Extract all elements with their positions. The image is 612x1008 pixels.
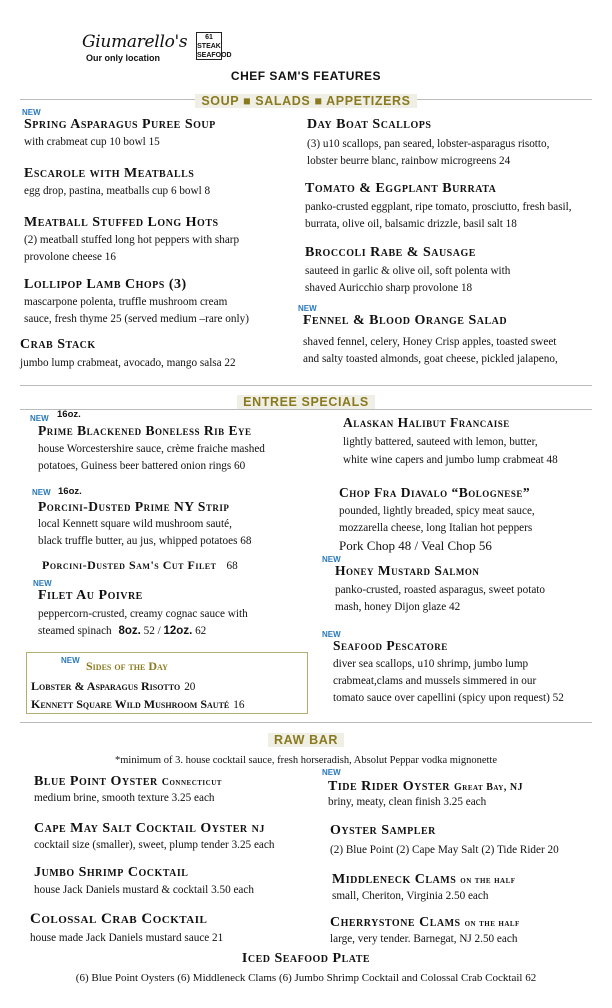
menu-item-title: Crab Stack (20, 337, 96, 352)
menu-item-desc: house Jack Daniels mustard & cocktail 3.50 each (34, 884, 254, 896)
menu-item-title: Porcini-Dusted Prime NY Strip (38, 499, 230, 514)
menu-item (42, 556, 238, 575)
menu-item-desc: local Kennett square wild mushroom sauté, (38, 518, 232, 530)
menu-item-title: Porcini-Dusted Sam's Cut Filet (42, 558, 217, 572)
menu-item-desc: (6) Blue Point Oysters (6) Middleneck Clams (6) Jumbo Shrimp Cocktail and Colossal Crab Cocktail 62 (75, 972, 537, 984)
menu-item-title: Middleneck Clams (332, 872, 457, 887)
side-item (31, 695, 244, 714)
menu-item (330, 913, 520, 931)
logo-tagline: Our only location (86, 53, 161, 63)
menu-item-desc: panko-crusted eggplant, ripe tomato, prosciutto, fresh basil, (305, 201, 572, 213)
side-item-title: Lobster & Asparagus Risotto (31, 679, 181, 693)
section-header-rawbar (0, 731, 612, 749)
divider (20, 385, 592, 386)
menu-item-desc: lightly battered, sauteed with lemon, butter, (343, 436, 538, 448)
menu-item-price: 68 (226, 560, 238, 572)
menu-item-desc: large, very tender. Barnegat, NJ 2.50 each (330, 933, 518, 945)
menu-item-desc: (2) meatball stuffed long hot peppers with sharp (24, 234, 240, 246)
menu-item-desc: medium brine, smooth texture 3.25 each (34, 792, 215, 804)
menu-item-title: Fennel & Blood Orange Salad (303, 313, 508, 328)
logo-badge: 61 STEAK SEAFOOD (197, 34, 232, 59)
menu-item-desc: cocktail size (smaller), sweet, plump tender 3.25 each (34, 839, 275, 851)
menu-item-title: Cape May Salt Cocktail Oyster (34, 821, 248, 836)
menu-item-desc: peppercorn-crusted, creamy cognac sauce with (38, 608, 248, 620)
menu-item-desc: jumbo lump crabmeat, avocado, mango salsa 22 (20, 357, 236, 369)
menu-item-desc: panko-crusted, roasted asparagus, sweet potato (335, 584, 546, 596)
menu-item-desc: and salty toasted almonds, goat cheese, pickled jalapeno, (303, 353, 558, 365)
menu-item-title: Lollipop Lamb Chops (3) (24, 277, 187, 292)
new-badge: NEW (322, 630, 341, 639)
menu-item-price: 52 / (143, 625, 161, 637)
menu-item-desc: egg drop, pastina, meatballs cup 6 bowl 8 (24, 185, 211, 197)
menu-item-desc: (3) u10 scallops, pan seared, lobster-asparagus risotto, (307, 138, 550, 150)
menu-item-desc: house Worcestershire sauce, crème fraiche mashed (38, 443, 265, 455)
portion-size: 12oz. (163, 625, 193, 637)
menu-item-desc: house made Jack Daniels mustard sauce 21 (30, 932, 224, 944)
portion-size: 16oz. (57, 409, 81, 420)
new-badge: NEW (298, 304, 317, 313)
sides-title: Sides of the Day (86, 659, 168, 673)
menu-item-title: Colossal Crab Cocktail (30, 911, 208, 927)
menu-item-title: Cherrystone Clams (330, 915, 461, 930)
menu-item-desc (38, 623, 206, 640)
menu-item-desc: burrata, olive oil, balsamic drizzle, basil salt 18 (305, 218, 517, 230)
menu-item-title: Jumbo Shrimp Cocktail (34, 865, 189, 880)
menu-item-title: Chop Fra Diavalo “Bolognese” (339, 485, 531, 500)
section-entree: ENTREE SPECIALS (237, 395, 375, 409)
menu-item-desc-text: steamed spinach (38, 625, 112, 637)
menu-item-subtitle: on the half (460, 875, 516, 886)
menu-item (332, 870, 516, 888)
menu-item-desc: small, Cheriton, Virginia 2.50 each (332, 890, 489, 902)
section-soup: SOUP (201, 94, 239, 108)
section-appetizers: APPETIZERS (326, 94, 411, 108)
menu-item-title: Spring Asparagus Puree Soup (24, 117, 216, 132)
menu-item-desc: lobster beurre blanc, rainbow microgreens 24 (307, 155, 511, 167)
menu-item (328, 777, 523, 795)
restaurant-logo (74, 32, 232, 66)
menu-item-desc: briny, meaty, clean finish 3.25 each (328, 796, 487, 808)
menu-item-desc: potatoes, Guiness beer battered onion rings 60 (38, 460, 246, 472)
side-item-title: Kennett Square Wild Mushroom Sauté (31, 697, 230, 711)
divider (20, 722, 592, 723)
section-salads: SALADS (255, 94, 311, 108)
section-header-entree (0, 393, 612, 411)
menu-item-title: Seafood Pescatore (333, 638, 448, 653)
menu-item-title: Tide Rider Oyster (328, 779, 450, 794)
menu-item-desc: sauce, fresh thyme 25 (served medium –rare only) (24, 313, 249, 325)
rawbar-note: *minimum of 3. house cocktail sauce, fresh horseradish, Absolut Peppar vodka mignonette (114, 755, 497, 766)
menu-item-title: Prime Blackened Boneless Rib Eye (38, 423, 252, 438)
menu-item-price: 62 (195, 625, 207, 637)
new-badge: NEW (30, 414, 49, 423)
side-item-price: 20 (184, 681, 196, 693)
menu-item-subtitle: NJ (251, 824, 265, 835)
new-badge: NEW (61, 656, 80, 665)
menu-item-desc: mash, honey Dijon glaze 42 (335, 601, 461, 613)
menu-item-desc: mascarpone polenta, truffle mushroom cream (24, 296, 228, 308)
new-badge: NEW (33, 579, 52, 588)
menu-item-title: Broccoli Rabe & Sausage (305, 245, 476, 260)
menu-item-title: Honey Mustard Salmon (335, 563, 480, 578)
menu-item-subtitle: Connecticut (161, 777, 222, 788)
menu-item (34, 819, 265, 837)
page-title: CHEF SAM'S FEATURES (230, 69, 382, 83)
menu-item-title: Meatball Stuffed Long Hots (24, 215, 219, 230)
menu-item-desc: diver sea scallops, u10 shrimp, jumbo lump (333, 658, 529, 670)
menu-item-subtitle: on the half (464, 918, 520, 929)
menu-item-desc: pounded, lightly breaded, spicy meat sauce, (339, 505, 535, 517)
menu-item-desc: with crabmeat cup 10 bowl 15 (24, 136, 160, 148)
section-rawbar: RAW BAR (268, 733, 344, 747)
menu-item-title: Escarole with Meatballs (24, 166, 195, 181)
menu-item-desc: crabmeat,clams and mussels simmered in our (333, 675, 537, 687)
portion-size: 8oz. (118, 625, 141, 637)
menu-item-desc: provolone cheese 16 (24, 251, 116, 263)
menu-item (34, 772, 222, 790)
menu-item-title: Iced Seafood Plate (241, 951, 371, 966)
new-badge: NEW (32, 488, 51, 497)
menu-item-desc: white wine capers and jumbo lump crabmeat 48 (343, 454, 558, 466)
portion-size: 16oz. (58, 486, 82, 497)
menu-item-title: Oyster Sampler (330, 823, 436, 838)
menu-item-title: Blue Point Oyster (34, 774, 158, 789)
new-badge: NEW (322, 768, 341, 777)
menu-item-title: Day Boat Scallops (307, 117, 432, 132)
menu-item-subtitle: Great Bay, NJ (453, 782, 524, 793)
menu-item-title: Tomato & Eggplant Burrata (305, 181, 497, 196)
menu-item-desc: tomato sauce over capellini (spicy upon request) 52 (333, 692, 564, 704)
menu-item-title: Alaskan Halibut Francaise (343, 415, 510, 430)
menu-item-desc: (2) Blue Point (2) Cape May Salt (2) Tide Rider 20 (330, 844, 559, 856)
section-header-soup: SOUP ■ SALADS ■ APPETIZERS (0, 92, 612, 110)
menu-item-desc: black truffle butter, au jus, whipped potatoes 68 (38, 535, 252, 547)
menu-item-desc: shaved Auricchio sharp provolone 18 (305, 282, 473, 294)
menu-item-desc: mozzarella cheese, long Italian hot peppers (339, 522, 533, 534)
menu-item-desc: shaved fennel, celery, Honey Crisp apples, toasted sweet (303, 336, 557, 348)
menu-item-title: Filet Au Poivre (38, 588, 143, 603)
menu-item-desc: sauteed in garlic & olive oil, soft polenta with (305, 265, 511, 277)
side-item-price: 16 (233, 699, 245, 711)
new-badge: NEW (22, 108, 41, 117)
logo-name: Giumarello's (82, 32, 188, 52)
new-badge: NEW (322, 555, 341, 564)
menu-item-price: Pork Chop 48 / Veal Chop 56 (339, 538, 492, 553)
side-item (31, 677, 195, 696)
